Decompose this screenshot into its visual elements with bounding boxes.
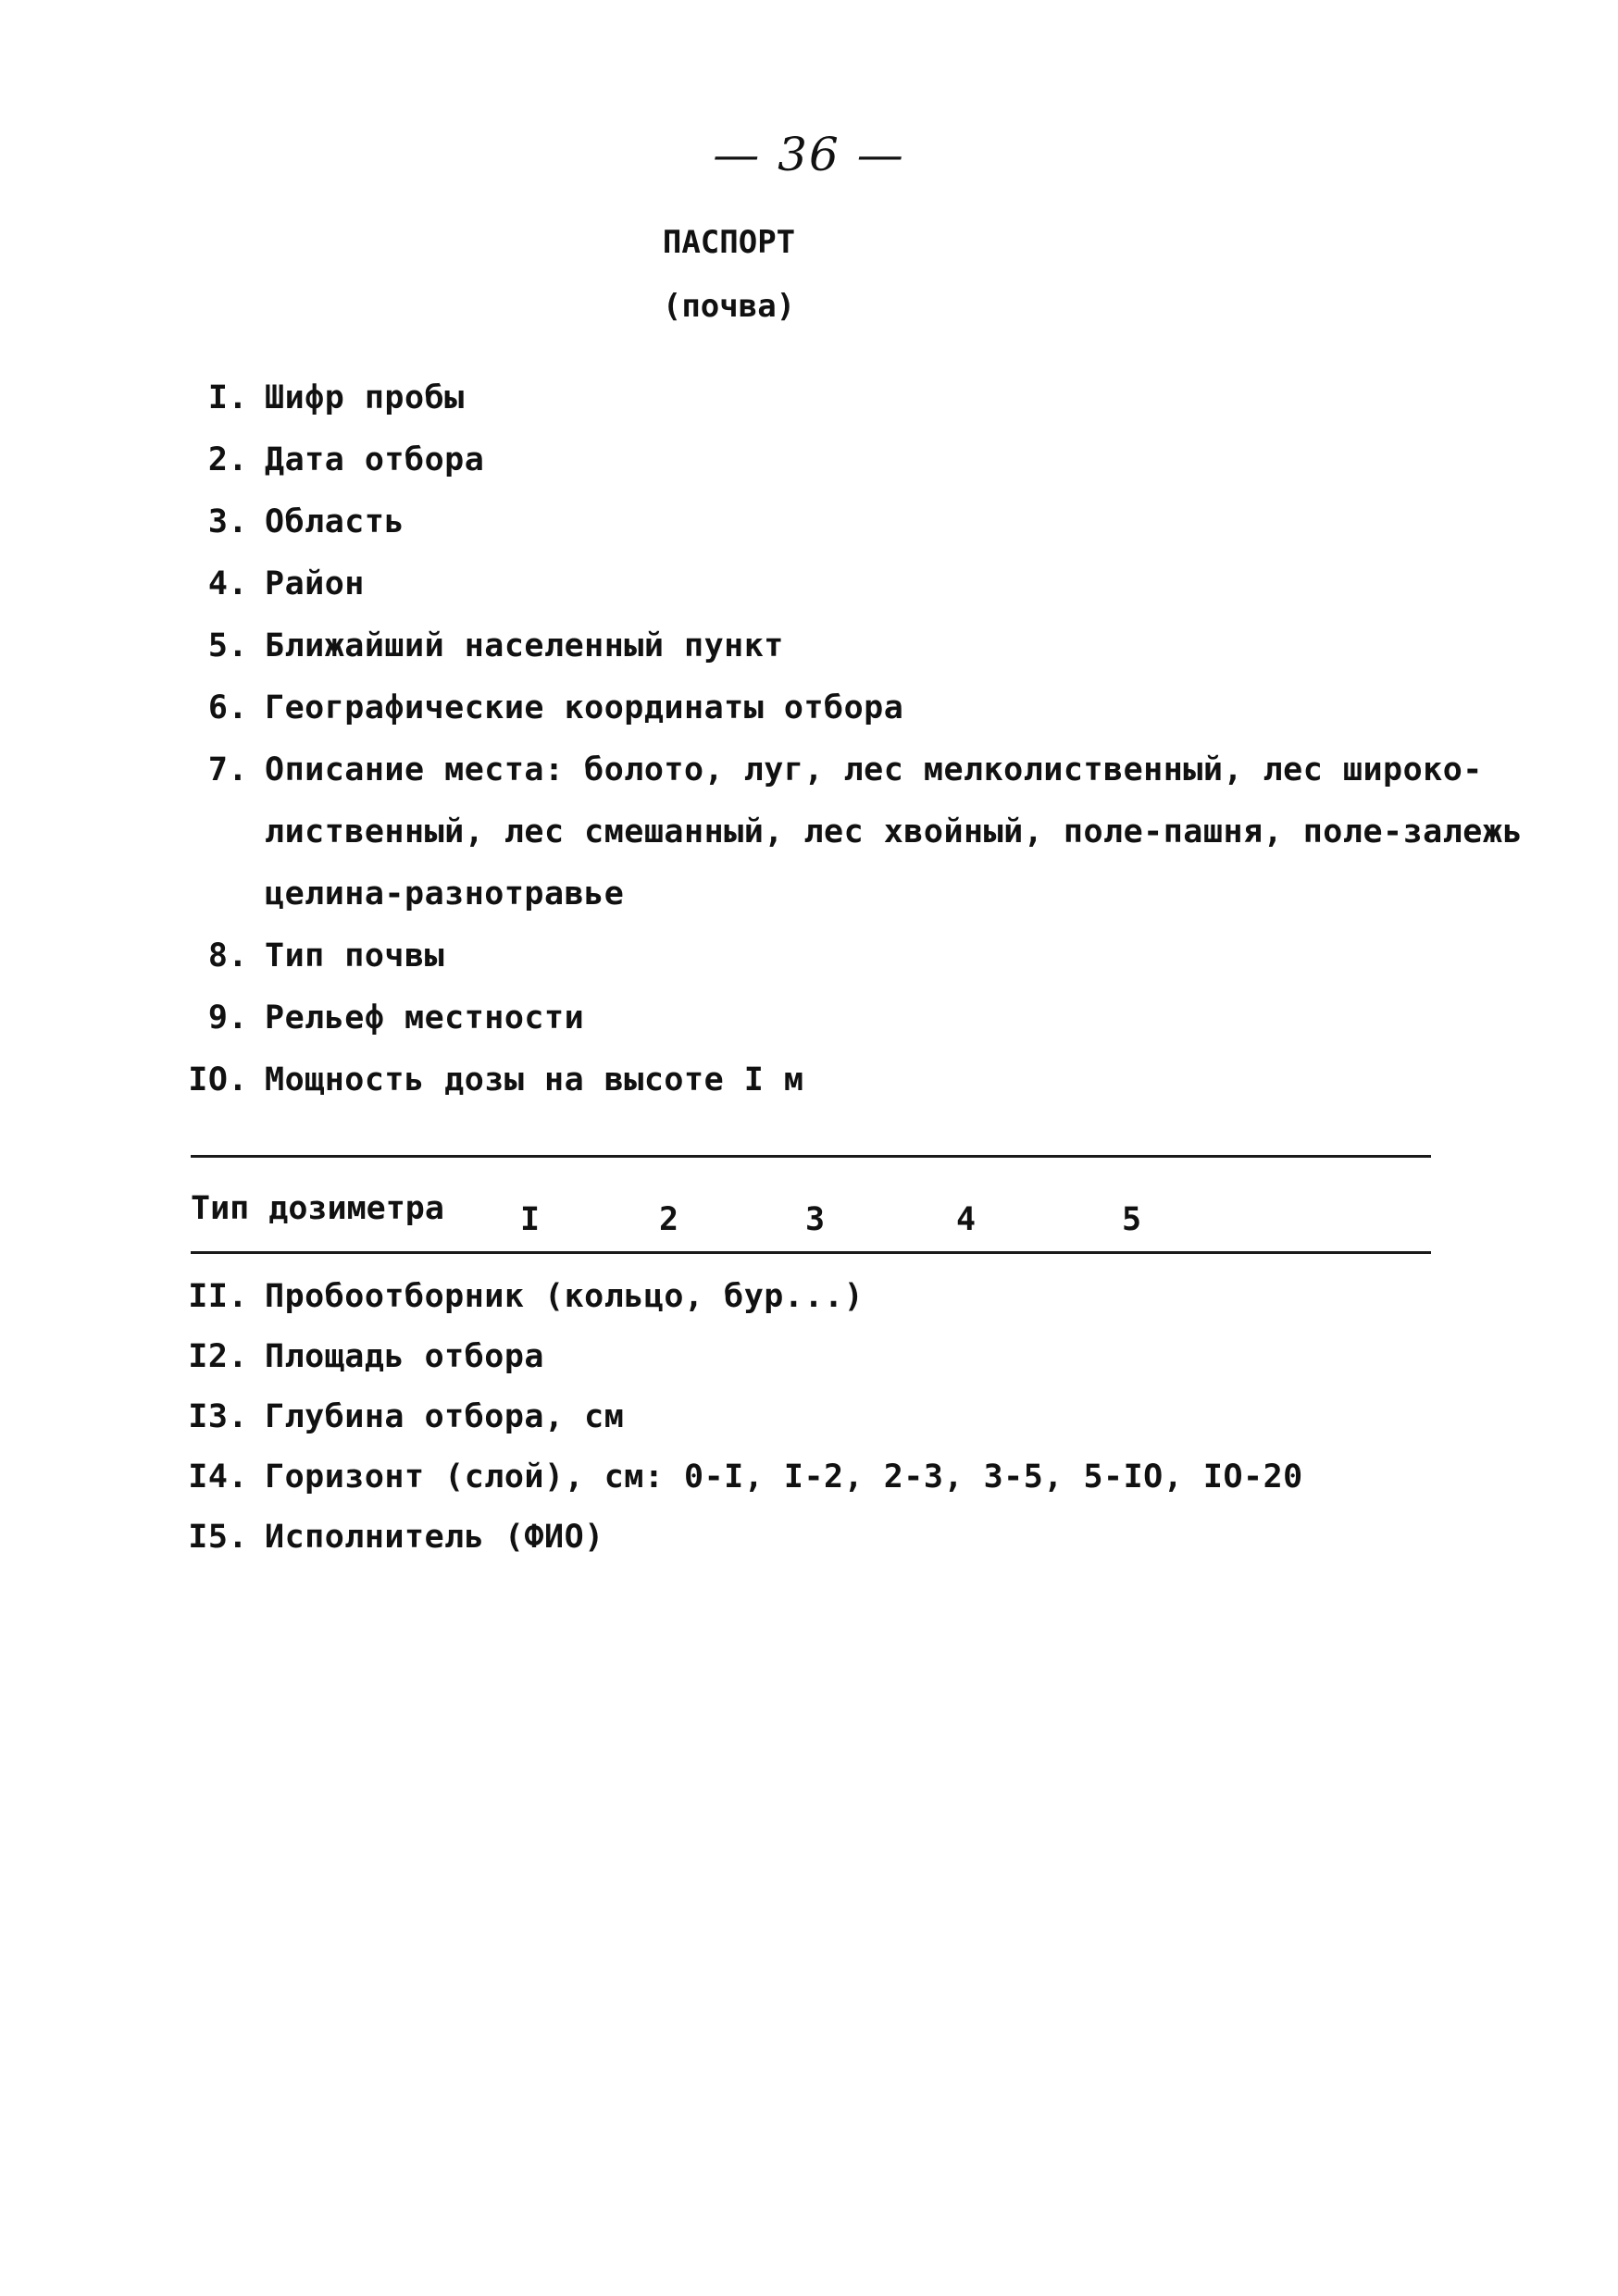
item-text: Географические координаты отбора bbox=[265, 689, 904, 726]
item-number: 9. bbox=[207, 999, 248, 1036]
item-number: 4. bbox=[207, 565, 248, 602]
item-text: Исполнитель (ФИО) bbox=[265, 1519, 604, 1556]
table-top-rule bbox=[191, 1155, 1431, 1158]
dosimeter-column: I bbox=[520, 1201, 541, 1238]
item-text-continuation: целина-разнотравье bbox=[265, 875, 625, 912]
item-number: 5. bbox=[207, 627, 248, 664]
document-subtitle: (почва) bbox=[662, 288, 796, 325]
page-number: — 36 — bbox=[713, 128, 905, 181]
item-text: Тип почвы bbox=[265, 937, 445, 974]
item-number: 3. bbox=[207, 503, 248, 540]
item-text: Площадь отбора bbox=[265, 1338, 545, 1375]
dosimeter-column: 2 bbox=[659, 1201, 679, 1238]
item-text: Глубина отбора, см bbox=[265, 1398, 625, 1435]
item-number: I4. bbox=[188, 1458, 248, 1496]
item-text: Ближайший населенный пункт bbox=[265, 627, 784, 664]
document-title: ПАСПОРТ bbox=[662, 224, 796, 261]
item-text: Горизонт (слой), см: 0-I, I-2, 2-3, 3-5, 5-IO, IO-20 bbox=[265, 1458, 1303, 1496]
item-text: Шифр пробы bbox=[265, 379, 465, 416]
item-number: I2. bbox=[188, 1338, 248, 1375]
item-text: Мощность дозы на высоте I м bbox=[265, 1061, 804, 1098]
item-number: I5. bbox=[188, 1519, 248, 1556]
dosimeter-column: 5 bbox=[1122, 1201, 1142, 1238]
item-text: Район bbox=[265, 565, 365, 602]
item-number: I. bbox=[207, 379, 248, 416]
item-number: IO. bbox=[188, 1061, 248, 1098]
item-text: Область bbox=[265, 503, 405, 540]
item-number: 2. bbox=[207, 441, 248, 478]
item-number: I3. bbox=[188, 1398, 248, 1435]
item-number: II. bbox=[188, 1278, 248, 1315]
item-number: 6. bbox=[207, 689, 248, 726]
item-text: Описание места: болото, луг, лес мелколиственный, лес широко- bbox=[265, 751, 1483, 788]
item-number: 7. bbox=[207, 751, 248, 788]
dosimeter-column: 3 bbox=[805, 1201, 826, 1238]
item-text: Рельеф местности bbox=[265, 999, 585, 1036]
item-text-continuation: лиственный, лес смешанный, лес хвойный, поле-пашня, поле-залежь bbox=[265, 813, 1524, 850]
dosimeter-type-label: Тип дозиметра bbox=[191, 1190, 444, 1227]
item-text: Дата отбора bbox=[265, 441, 485, 478]
item-text: Пробоотборник (кольцо, бур...) bbox=[265, 1278, 865, 1315]
dosimeter-column: 4 bbox=[956, 1201, 977, 1238]
table-bottom-rule bbox=[191, 1251, 1431, 1254]
item-number: 8. bbox=[207, 937, 248, 974]
